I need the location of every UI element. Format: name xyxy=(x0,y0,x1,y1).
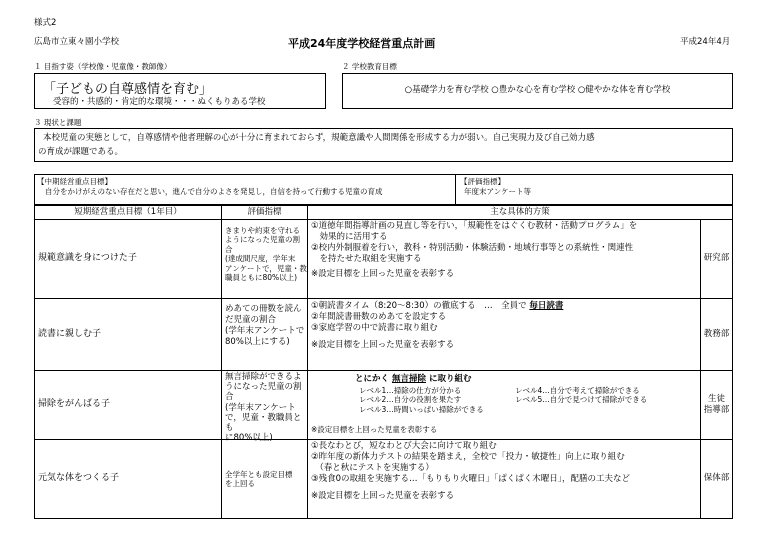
status-box xyxy=(34,128,733,162)
row1-measures: ①道徳年間指導計画の見直し等を行い，「規範性をはぐくむ教材・活動プログラム」を 効果的に活用する ②校内外制服着を行い，教科・特別活動・体験活動・地域行事等との系統性・関連性 を持たせた取組を実施する ※設定目標を上回った児童を表彰する xyxy=(311,221,638,280)
row1-goal: 規範意識を身につけた子 xyxy=(38,253,137,264)
midterm-goal-text: 自分をかけがえのない存在だと思い，進んで自分のよさを発見し，自信を持って行動する児童の育成 xyxy=(45,187,383,196)
row1-dept: 研究部 xyxy=(703,253,730,264)
status-text-line1: 本校児童の実態として，自尊感情や他者理解の心が十分に育まれておらず，規範意識や人間関係を形成する力が弱い。自己実現力及び自己効力感 xyxy=(43,133,595,143)
school-goals-text: ○基礎学力を育む学校 ○豊かな心を育む学校 ○健やかな体を育む学校 xyxy=(404,85,671,96)
row4-goal: 元気な体をつくる子 xyxy=(38,473,120,484)
header-measures: 主な具体的方策 xyxy=(490,206,550,217)
midterm-goal-box xyxy=(34,174,733,205)
row3-indicator: 無言掃除ができるよ うになった児童の割 合 (学年末アンケート で，児童・教職員とも に80%以上) xyxy=(225,372,302,444)
row2-dept: 教務部 xyxy=(703,328,730,339)
vision-main: 「子どもの自尊感情を育む」 xyxy=(43,82,213,97)
midterm-goal-label: 【中期経営重点目標】 xyxy=(37,177,112,186)
document-date: 平成24年4月 xyxy=(680,37,731,47)
row3-slogan: とにかく 無言掃除 に取り組む xyxy=(355,374,472,384)
row2-measures: ①朝読書タイム（8:20～8:30）の徹底する … 全員で 毎日読書 ②年間読書冊数のめあてを設定する ③家庭学習の中で読書に取り組む ※設定目標を上回った児童を表彰する xyxy=(311,301,564,351)
school-name: 広島市立東々園小学校 xyxy=(34,37,120,47)
row1-indicator: きまりや約束を守れる ようになった児童の割 合 (達成間尺度，学年末 アンケートで，児童・教 職員ともに80%以上) xyxy=(225,226,307,282)
row3-goal: 掃除をがんばる子 xyxy=(38,399,111,410)
header-indicator: 評価指標 xyxy=(247,206,282,217)
section2-heading: ２ 学校教育目標 xyxy=(342,62,397,71)
row3-note: ※設定目標を上回った児童を表彰する xyxy=(311,425,438,434)
plan-table xyxy=(34,205,733,519)
row3-levels-right: レベル4…自分で考えて掃除ができる レベル5…自分で見つけて掃除ができる xyxy=(515,386,648,405)
row4-dept: 保体部 xyxy=(703,473,730,484)
row2-goal: 読書に親しむ子 xyxy=(38,328,102,339)
midterm-eval-text: 年度末アンケート等 xyxy=(464,187,532,196)
school-goals-box xyxy=(342,73,733,109)
row3-dept: 生徒 指導部 xyxy=(703,393,730,415)
vision-sub: 受容的・共感的・肯定的な環境・・・ぬくもりある学校 xyxy=(53,97,266,107)
vision-box xyxy=(34,73,326,109)
row3-measures xyxy=(311,372,700,438)
row2-indicator: めあての冊数を読ん だ児童の割合 (学年末アンケートで 80%以上にする) xyxy=(225,304,305,348)
form-number: 様式2 xyxy=(34,18,57,28)
header-goal: 短期経営重点目標（1年目） xyxy=(74,206,182,217)
page-title: 平成24年度学校経営重点計画 xyxy=(288,37,436,50)
section1-heading: １ 目指す姿（学校像・児童像・教師像） xyxy=(34,62,172,71)
midterm-eval-label: 【評価指標】 xyxy=(460,177,505,186)
section3-heading: ３ 現状と課題 xyxy=(34,118,82,127)
status-text-line2: の育成が課題である。 xyxy=(38,147,124,157)
row3-levels-left: レベル1…掃除の仕方が分かる レベル2…自分の役割を果たす レベル3…時間いっぱい掃除ができる xyxy=(359,386,484,414)
row4-measures: ①長なわとび，短なわとび大会に向けて取り組む ②昨年度の新体力テストの結果を踏まえ，全校で「投力・敏捷性」向上に取り組む （春と秋にテストを実施する） ③残食0の取組を実施する…「もりもり火曜日」「ぱくぱく木曜日」，配膳の工夫など ※設定目標を上回った児童を表彰する xyxy=(311,441,631,502)
row4-indicator: 全学年とも設定目標 を上回る xyxy=(225,469,293,488)
